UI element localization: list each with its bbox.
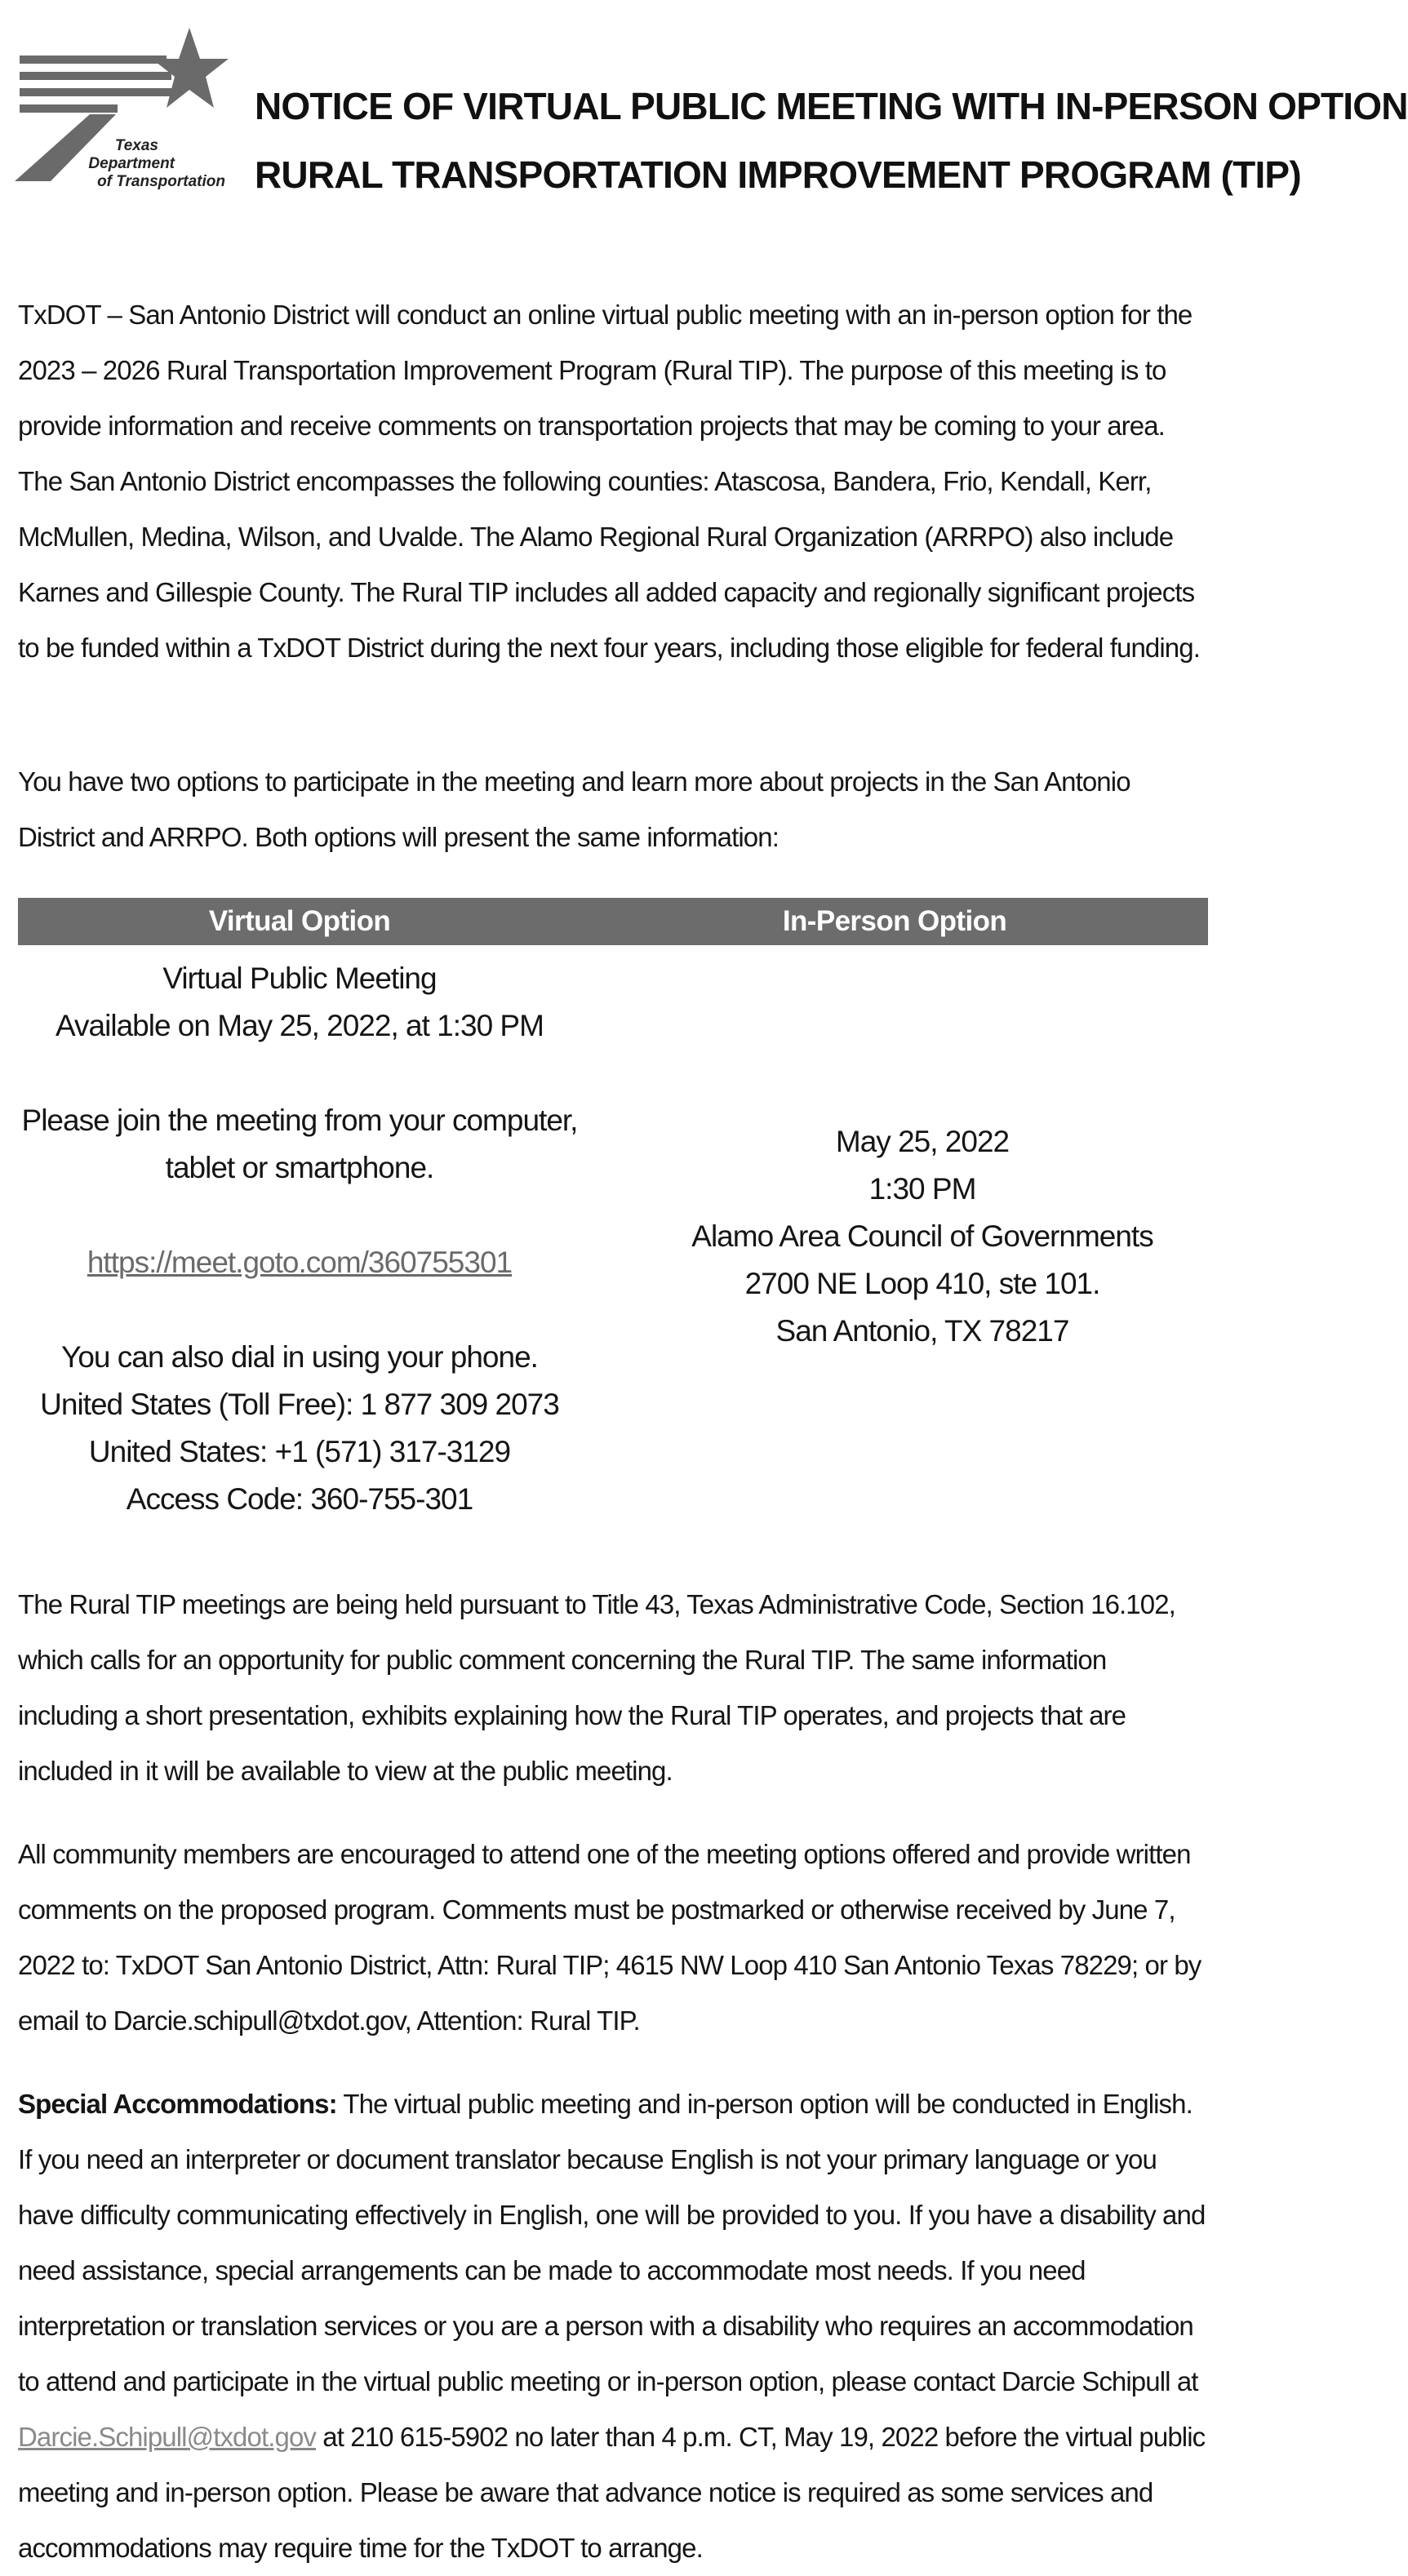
in-person-option-heading: In-Person Option [782, 905, 1007, 937]
accommodations-text-end: at 210 615-5902 no later than 4 p.m. CT, May 19, 2022 before the virtual public meeting and in-person option. Please be aware that advance notice is required as some services and accommodations may require time for the TxDOT to arrange. [18, 2422, 1206, 2563]
toll-free-number: United States (Toll Free): 1 877 309 2073 [40, 1388, 559, 1421]
logo-text-line1: Texas [114, 137, 158, 154]
in-person-time: 1:30 PM [868, 1172, 976, 1206]
legal-paragraph: The Rural TIP meetings are being held pursuant to Title 43, Texas Administrative Code, Section 16.102, which calls for an opportunity for public comment concerning the Rural TIP. The same information including a short presentation, exhibits explaining how the Rural TIP operates, and projects that are included in it will be available to view at the public meeting. [18, 1589, 1175, 1786]
access-code: Access Code: 360-755-301 [126, 1482, 473, 1516]
accommodations-text: The virtual public meeting and in-person option will be conducted in English. If you need an interpreter or document translator because English is not your primary language or you have difficulty communicating effectively in English, one will be provided to you. If you have a disability and need assistance, special arrangements can be made to accommodate most needs. If you need interpretation or translation services or you are a person with a disability who requires an accommodation to attend and participate in the virtual public meeting or in-person option, please contact Darcie Schipull at [18, 2089, 1206, 2396]
virtual-meeting-title: Virtual Public Meeting [162, 962, 437, 995]
comments-paragraph: All community members are encouraged to attend one of the meeting options offered and provide written comments on the proposed program. Comments must be postmarked or otherwise received by June 7, 2022 to: TxDOT San Antonio District, Attn: Rural TIP; 4615 NW Loop 410 San Antonio Texas 78229; or by email to Darcie.schipull@txdot.gov, Attention: Rural TIP. [18, 1839, 1201, 2036]
title-line-1: NOTICE OF VIRTUAL PUBLIC MEETING WITH IN-PERSON OPTION [255, 85, 1408, 127]
in-person-option-column [637, 1118, 1208, 1355]
dial-in-intro: You can also dial in using your phone. [61, 1340, 538, 1374]
txdot-star-icon [15, 23, 229, 194]
virtual-join-line-2: tablet or smartphone. [165, 1151, 434, 1184]
options-header-bar [18, 898, 1208, 945]
logo-text-line3: of Transportation [97, 173, 225, 190]
intro-paragraph: TxDOT – San Antonio District will conduct an online virtual public meeting with an in-person option for the 2023 – 2026 Rural Transportation Improvement Program (Rural TIP). The purpose of this meeting is to provide information and receive comments on transportation projects that may be coming to your area. The San Antonio District encompasses the following counties: Atascosa, Bandera, Frio, Kendall, Kerr, McMullen, Medina, Wilson, and Uvalde. The Alamo Regional Rural Organization (ARRPO) also include Karnes and Gillespie County. The Rural TIP includes all added capacity and regionally significant projects to be funded within a TxDOT District during the next four years, including those eligible for federal funding. [18, 300, 1200, 663]
virtual-join-line-1: Please join the meeting from your computer, [21, 1104, 578, 1137]
virtual-availability: Available on May 25, 2022, at 1:30 PM [56, 1009, 544, 1042]
logo-stripe [20, 56, 167, 64]
in-person-date: May 25, 2022 [835, 1125, 1010, 1158]
logo-stripe [20, 88, 178, 96]
logo-text-line2: Department [88, 155, 175, 172]
virtual-option-heading: Virtual Option [208, 905, 391, 937]
meeting-link[interactable]: https://meet.goto.com/360755301 [87, 1246, 513, 1279]
accommodations-label: Special Accommodations: [18, 2089, 337, 2119]
logo-stripe [20, 104, 118, 113]
options-intro-paragraph: You have two options to participate in the meeting and learn more about projects in the San Antonio District and ARRPO. Both options will present the same information: [18, 766, 1130, 852]
virtual-option-column [18, 955, 581, 1523]
accommodations-paragraph [18, 2076, 1210, 2576]
us-phone-number: United States: +1 (571) 317-3129 [88, 1435, 511, 1468]
contact-email-link[interactable]: Darcie.Schipull@txdot.gov [18, 2422, 317, 2452]
in-person-address: 2700 NE Loop 410, ste 101. [744, 1267, 1100, 1300]
title-line-2: RURAL TRANSPORTATION IMPROVEMENT PROGRAM (TIP) [255, 153, 1301, 196]
in-person-venue: Alamo Area Council of Governments [691, 1219, 1153, 1253]
in-person-city: San Antonio, TX 78217 [775, 1314, 1069, 1348]
logo-stripe [20, 72, 171, 80]
page-title [255, 72, 1408, 209]
